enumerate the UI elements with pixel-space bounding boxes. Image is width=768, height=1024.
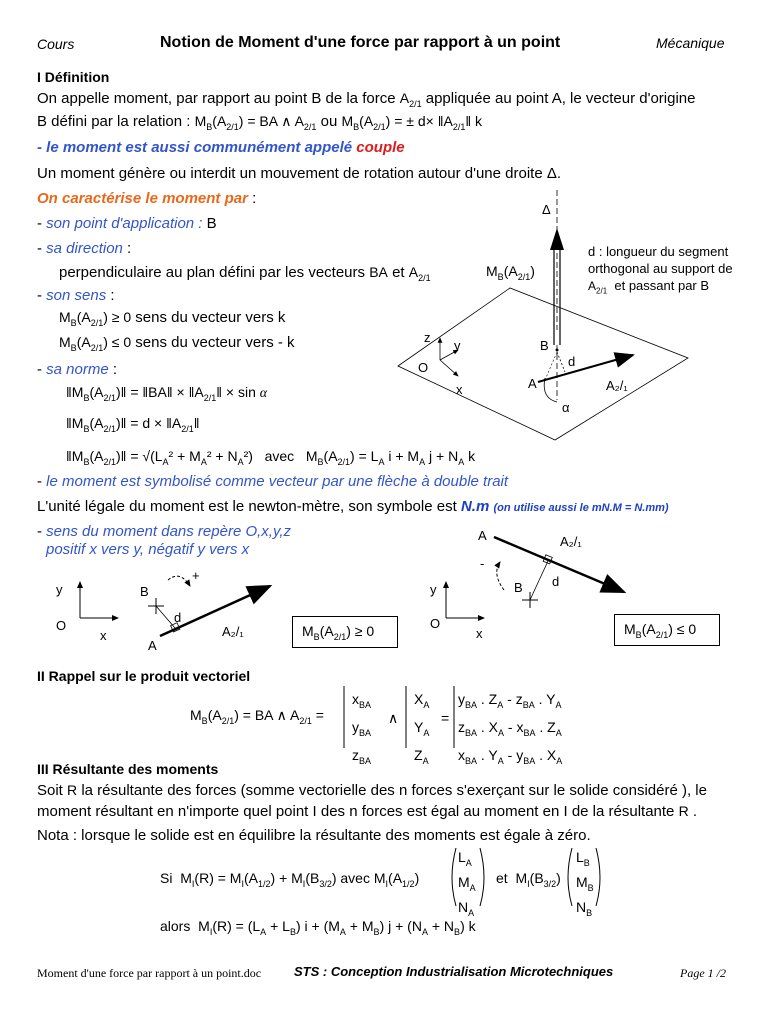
d-note-line-2: orthogonal au support de	[588, 261, 733, 276]
d-note-line-3: $A_{2/1}$ et passant par B	[588, 278, 710, 296]
norme-label: sa norme	[46, 361, 109, 378]
point-a-label: A	[528, 376, 537, 391]
unit-symbol: N.m	[460, 498, 490, 515]
a-components: $L_A$ $M_A$ $N_A$	[458, 849, 476, 918]
matrix-ba: $x_{BA}$ $y_{BA}$ $z_{BA}$	[352, 691, 372, 766]
definition-text-a: On appelle moment, par rapport au point B de la force	[37, 90, 396, 107]
axis-z-label: z	[424, 330, 431, 345]
svg-text:-: -	[480, 556, 485, 571]
si-formula: Si $M_I(R) = M_I(A_{1/2}) + M_I(B_{3/2})$ avec $M_I(A_{1/2})$	[160, 870, 420, 889]
equals-symbol: =	[441, 710, 450, 726]
sens-line: - son sens :	[37, 287, 115, 304]
svg-text:x: x	[100, 628, 107, 643]
resultante-line-2: moment résultant en n'importe quel point I des n forces est égal au moment en I de la résultante R .	[37, 803, 698, 820]
alpha-label: α	[562, 400, 570, 415]
svg-text:O: O	[56, 618, 67, 633]
axis-x-label: x	[456, 382, 463, 397]
negative-moment-formula: $M_B(A_{2/1}) \le 0$	[624, 621, 697, 640]
axis-o-label: O	[418, 360, 429, 375]
svg-text:B: B	[140, 584, 149, 599]
norme-line: - sa norme :	[37, 361, 118, 378]
svg-text:B: B	[514, 580, 523, 595]
nota-text: Nota : lorsque le solide est en équilibre la résultante des moments est égale à zéro.	[37, 827, 591, 844]
application-value: B	[206, 215, 217, 232]
page-title: Notion de Moment d'une force par rapport à un point	[160, 34, 561, 51]
avec-1: avec	[264, 448, 295, 464]
footer-left: Moment d'une force par rapport à un point.doc	[37, 966, 262, 980]
rotation-text: Un moment génère ou interdit un mouvement de rotation autour d'une droite Δ.	[37, 165, 562, 182]
footer-center: STS : Conception Industrialisation Microtechniques	[294, 964, 614, 979]
axis-y-label: y	[454, 338, 461, 353]
sens-pos-line: $M_B(A_{2/1}) \ge 0$ sens du vecteur vers k	[59, 309, 286, 328]
et-formula: et $M_I(B_{3/2})$	[496, 870, 561, 889]
resultante-text-2: moment résultant en n'importe quel point I des n forces est égal au moment en I de la résultante	[37, 803, 675, 820]
moment-formula-2: $M_B(A_{2/1})$ = ± $d\times ‖A_{2/1}‖$ k	[341, 113, 483, 132]
couple-word: couple	[356, 139, 405, 156]
svg-text:A₂/₁: A₂/₁	[560, 534, 582, 549]
footer-right: Page 1 /2	[680, 966, 726, 980]
b-components: $L_B$ $M_B$ $N_B$	[576, 849, 594, 918]
couple-text: le moment est aussi communément appelé	[46, 139, 353, 156]
application-label: son point d'application :	[46, 215, 203, 232]
symbol-text: le moment est symbolisé comme vecteur par une flèche à double trait	[46, 473, 509, 490]
wedge-symbol: ∧	[388, 710, 399, 726]
force-vector: $A_{2/1}$	[399, 90, 422, 109]
sens-repere-2: positif x vers y, négatif y vers x	[46, 541, 250, 558]
definition-text-b: appliquée au point A, le vecteur d'origine	[425, 90, 696, 107]
point-b-label: B	[540, 338, 549, 353]
sens-repere-line: - sens du moment dans repère O,x,y,z	[37, 523, 292, 540]
svg-text:A: A	[148, 638, 157, 653]
moment-label-diagram: $M_B(A_{2/1})$	[486, 263, 535, 282]
unit-text: L'unité légale du moment est le newton-mètre, son symbole est	[37, 498, 457, 515]
norme-formula-3: $‖M_B(A_{2/1})‖ = √(L_A^2 + M_A^2 + N_A^2)$ avec $M_B(A_{2/1}) = L_A$ $i + M_A$ $j + N_A$ k	[66, 448, 476, 467]
matrix-a: $X_A$ $Y_A$ $Z_A$	[414, 691, 430, 766]
svg-text:O: O	[430, 616, 441, 631]
delta-label: Δ	[542, 202, 551, 217]
svg-text:A₂/₁: A₂/₁	[222, 624, 244, 639]
norme-formula-2: $‖M_B(A_{2/1})‖ = d$ × $‖A_{2/1}‖$	[66, 415, 200, 434]
avec-2: avec	[340, 870, 370, 886]
direction-et: et	[392, 264, 405, 281]
direction-text-line: perpendiculaire au plan défini par les vecteurs BA et $A_{2/1}$	[59, 264, 431, 283]
sens-neg-text: sens du vecteur vers	[135, 334, 274, 351]
header-left: Cours	[37, 36, 75, 52]
direction-label: sa direction	[46, 240, 123, 257]
cross-product-lhs: $M_B(A_{2/1})$ = BA ∧ $A_{2/1}$ =	[190, 707, 324, 726]
caracterise-line: On caractérise le moment par :	[37, 190, 257, 207]
section-2-title: II Rappel sur le produit vectoriel	[37, 668, 251, 684]
symbol-line: - le moment est symbolisé comme vecteur par une flèche à double trait	[37, 473, 509, 490]
soit-text: Soit	[37, 782, 63, 799]
caracterise-text: On caractérise le moment par	[37, 190, 248, 207]
matrix-result: $y_{BA}$ . $Z_A - z_{BA}$ . $Y_A$ $z_{BA}$ . $X_A - x_{BA}$ . $Z_A$ $x_{BA}$ . $Y_A - y_{BA}$ . $X_A$	[458, 691, 563, 766]
force-label: A₂/₁	[606, 378, 628, 393]
si-text: Si	[160, 870, 173, 886]
svg-text:y: y	[430, 582, 437, 597]
d-note-line-1: d : longueur du segment	[588, 244, 729, 259]
section-3-title: III Résultante des moments	[37, 761, 219, 777]
et-text: et	[496, 870, 508, 886]
sens-repere-1: sens du moment dans repère O,x,y,z	[46, 523, 292, 540]
svg-text:A: A	[478, 528, 487, 543]
svg-text:x: x	[476, 626, 483, 641]
direction-text: perpendiculaire au plan défini par les vecteurs	[59, 264, 366, 281]
unit-note: (on utilise aussi le mN.M = N.mm)	[493, 502, 669, 514]
d-label: d	[568, 354, 576, 369]
resultante-line-1: Soit R la résultante des forces (somme vectorielle des n forces s'exerçant sur le solide considéré ), le	[37, 782, 707, 799]
couple-line: - le moment est aussi communément appelé couple	[37, 139, 405, 156]
sens-neg-line: $M_B(A_{2/1}) \le 0$ sens du vecteur vers - k	[59, 334, 295, 353]
sens-label: son sens	[46, 287, 107, 304]
header-right: Mécanique	[656, 35, 725, 51]
svg-text:d: d	[552, 574, 560, 589]
definition-text-c: B défini par la relation :	[37, 113, 191, 130]
alors-text: alors	[160, 918, 191, 934]
section-1-title: I Définition	[37, 69, 110, 85]
svg-text:d: d	[174, 610, 182, 625]
application-line: - son point d'application : B	[37, 215, 217, 232]
moment-formula-1: $M_B(A_{2/1})$ = BA ∧ $A_{2/1}$	[194, 113, 317, 132]
direction-line: - sa direction :	[37, 240, 132, 257]
alors-formula: alors $M_I(R) = (L_A + L_B) i + (M_A + M_B) j + (N_A + N_B)$ k	[160, 918, 476, 937]
svg-text:y: y	[56, 582, 63, 597]
svg-text:+: +	[192, 568, 200, 583]
norme-formula-1: $‖M_B(A_{2/1})‖$ = ‖BA‖ × $‖A_{2/1}‖ \times \sin \alpha$	[66, 384, 268, 403]
ou-text: ou	[320, 113, 338, 130]
positive-moment-formula: $M_B(A_{2/1}) \ge 0$	[302, 623, 375, 642]
sens-pos-text: sens du vecteur vers	[135, 309, 274, 326]
resultante-text-1: la résultante des forces (somme vectorielle des n forces s'exerçant sur le solide considéré ), le	[81, 782, 707, 799]
